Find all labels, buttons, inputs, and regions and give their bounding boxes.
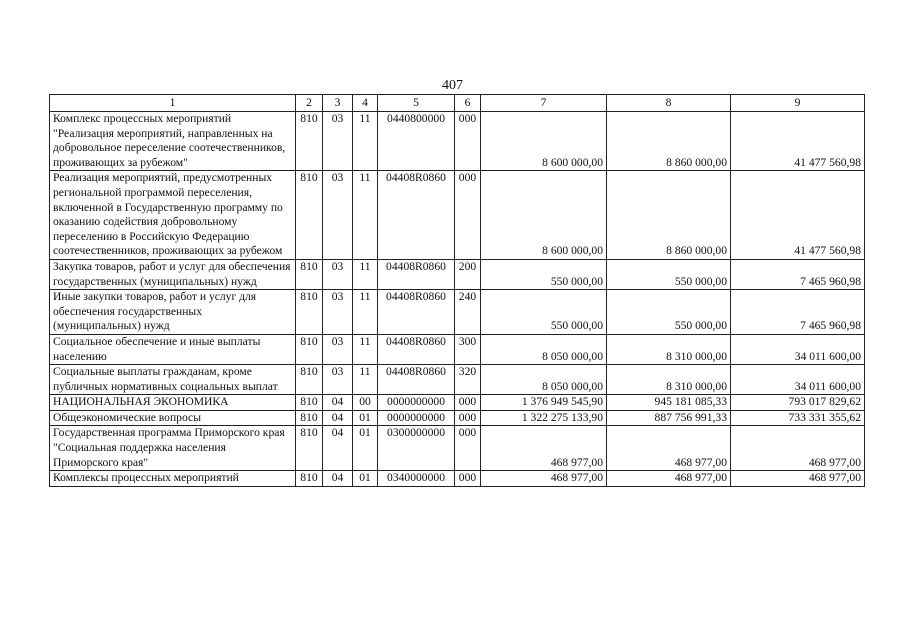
row-code-3-cell: 03	[323, 171, 353, 260]
row-amount-8-cell: 8 860 000,00	[607, 112, 731, 171]
row-code-3-cell: 04	[323, 410, 353, 426]
row-amount-9-cell: 34 011 600,00	[731, 365, 865, 395]
row-code-2-cell: 810	[296, 395, 323, 411]
row-code-2-cell: 810	[296, 112, 323, 171]
row-code-3-cell: 04	[323, 471, 353, 487]
row-code-5-cell: 0340000000	[378, 471, 455, 487]
header-cell: 4	[353, 95, 378, 112]
row-amount-7-cell: 468 977,00	[481, 471, 607, 487]
row-amount-8-cell: 8 310 000,00	[607, 334, 731, 364]
row-code-6-cell: 200	[455, 259, 481, 289]
row-code-5-cell: 0000000000	[378, 410, 455, 426]
row-code-6-cell: 000	[455, 171, 481, 260]
row-amount-8-cell: 468 977,00	[607, 471, 731, 487]
header-cell: 7	[481, 95, 607, 112]
table-row	[50, 365, 865, 395]
row-code-2-cell: 810	[296, 259, 323, 289]
table-row	[50, 471, 865, 487]
row-code-2-cell: 810	[296, 410, 323, 426]
row-code-6-cell: 000	[455, 471, 481, 487]
row-code-5-cell: 04408R0860	[378, 334, 455, 364]
table-row	[50, 290, 865, 335]
row-code-2-cell: 810	[296, 171, 323, 260]
row-code-2-cell: 810	[296, 426, 323, 471]
row-amount-9-cell: 7 465 960,98	[731, 259, 865, 289]
row-code-3-cell: 03	[323, 112, 353, 171]
header-row	[50, 95, 865, 112]
header-cell: 3	[323, 95, 353, 112]
row-amount-7-cell: 8 600 000,00	[481, 171, 607, 260]
row-name-cell: Комплексы процессных мероприятий	[50, 471, 296, 487]
row-name-cell: Социальные выплаты гражданам, кроме публичных нормативных социальных выплат	[50, 365, 296, 395]
row-amount-9-cell: 468 977,00	[731, 471, 865, 487]
row-name-cell: Закупка товаров, работ и услуг для обеспечения государственных (муниципальных) нужд	[50, 259, 296, 289]
row-code-6-cell: 320	[455, 365, 481, 395]
row-amount-7-cell: 468 977,00	[481, 426, 607, 471]
row-code-6-cell: 000	[455, 426, 481, 471]
row-amount-9-cell: 733 331 355,62	[731, 410, 865, 426]
row-code-4-cell: 01	[353, 471, 378, 487]
row-amount-7-cell: 1 376 949 545,90	[481, 395, 607, 411]
row-name-cell: Иные закупки товаров, работ и услуг для обеспечения государственных (муниципальных) нужд	[50, 290, 296, 335]
header-cell: 9	[731, 95, 865, 112]
row-code-3-cell: 03	[323, 290, 353, 335]
row-amount-9-cell: 468 977,00	[731, 426, 865, 471]
row-code-4-cell: 11	[353, 290, 378, 335]
page-number: 407	[442, 78, 463, 93]
row-code-6-cell: 300	[455, 334, 481, 364]
row-code-5-cell: 04408R0860	[378, 171, 455, 260]
header-cell: 8	[607, 95, 731, 112]
row-code-6-cell: 000	[455, 112, 481, 171]
row-amount-8-cell: 468 977,00	[607, 426, 731, 471]
header-cell: 2	[296, 95, 323, 112]
row-name-cell: Государственная программа Приморского края "Социальная поддержка населения Приморского края"	[50, 426, 296, 471]
row-code-4-cell: 01	[353, 426, 378, 471]
row-code-6-cell: 000	[455, 395, 481, 411]
row-code-2-cell: 810	[296, 471, 323, 487]
row-code-5-cell: 0000000000	[378, 395, 455, 411]
row-code-5-cell: 04408R0860	[378, 290, 455, 335]
header-cell: 6	[455, 95, 481, 112]
row-name-cell: Комплекс процессных мероприятий "Реализация мероприятий, направленных на добровольное переселение соотечественников, проживающих за рубежом"	[50, 112, 296, 171]
row-code-5-cell: 04408R0860	[378, 365, 455, 395]
row-amount-9-cell: 41 477 560,98	[731, 112, 865, 171]
row-amount-7-cell: 8 600 000,00	[481, 112, 607, 171]
row-name-cell: Социальное обеспечение и иные выплаты населению	[50, 334, 296, 364]
row-code-3-cell: 03	[323, 365, 353, 395]
row-name-cell: Общеэкономические вопросы	[50, 410, 296, 426]
row-amount-8-cell: 887 756 991,33	[607, 410, 731, 426]
row-code-4-cell: 01	[353, 410, 378, 426]
row-code-4-cell: 11	[353, 334, 378, 364]
row-code-4-cell: 11	[353, 365, 378, 395]
header-cell: 5	[378, 95, 455, 112]
row-amount-7-cell: 1 322 275 133,90	[481, 410, 607, 426]
row-code-3-cell: 04	[323, 426, 353, 471]
row-code-5-cell: 0300000000	[378, 426, 455, 471]
row-code-2-cell: 810	[296, 365, 323, 395]
row-code-3-cell: 03	[323, 334, 353, 364]
row-code-4-cell: 11	[353, 259, 378, 289]
table-row	[50, 171, 865, 260]
table-row	[50, 259, 865, 289]
row-name-cell: Реализация мероприятий, предусмотренных региональной программой переселения, включенной в Государственную программу по оказанию содействия добровольному переселению в Российскую Федерацию соотечественников, проживающих за рубежом	[50, 171, 296, 260]
row-code-4-cell: 11	[353, 171, 378, 260]
row-code-6-cell: 240	[455, 290, 481, 335]
row-code-3-cell: 04	[323, 395, 353, 411]
row-amount-8-cell: 550 000,00	[607, 290, 731, 335]
row-code-3-cell: 03	[323, 259, 353, 289]
row-amount-7-cell: 8 050 000,00	[481, 334, 607, 364]
row-code-4-cell: 11	[353, 112, 378, 171]
row-code-2-cell: 810	[296, 290, 323, 335]
table-row	[50, 112, 865, 171]
row-amount-9-cell: 34 011 600,00	[731, 334, 865, 364]
table-row	[50, 410, 865, 426]
row-code-5-cell: 04408R0860	[378, 259, 455, 289]
row-code-4-cell: 00	[353, 395, 378, 411]
row-amount-8-cell: 8 310 000,00	[607, 365, 731, 395]
row-amount-9-cell: 793 017 829,62	[731, 395, 865, 411]
table-row	[50, 395, 865, 411]
row-amount-7-cell: 550 000,00	[481, 290, 607, 335]
row-code-5-cell: 0440800000	[378, 112, 455, 171]
row-amount-9-cell: 41 477 560,98	[731, 171, 865, 260]
budget-table	[49, 94, 865, 487]
row-amount-8-cell: 8 860 000,00	[607, 171, 731, 260]
row-amount-9-cell: 7 465 960,98	[731, 290, 865, 335]
row-amount-8-cell: 550 000,00	[607, 259, 731, 289]
header-cell: 1	[50, 95, 296, 112]
row-amount-7-cell: 8 050 000,00	[481, 365, 607, 395]
row-amount-7-cell: 550 000,00	[481, 259, 607, 289]
row-code-6-cell: 000	[455, 410, 481, 426]
row-name-cell: НАЦИОНАЛЬНАЯ ЭКОНОМИКА	[50, 395, 296, 411]
table-row	[50, 426, 865, 471]
table-row	[50, 334, 865, 364]
row-code-2-cell: 810	[296, 334, 323, 364]
row-amount-8-cell: 945 181 085,33	[607, 395, 731, 411]
